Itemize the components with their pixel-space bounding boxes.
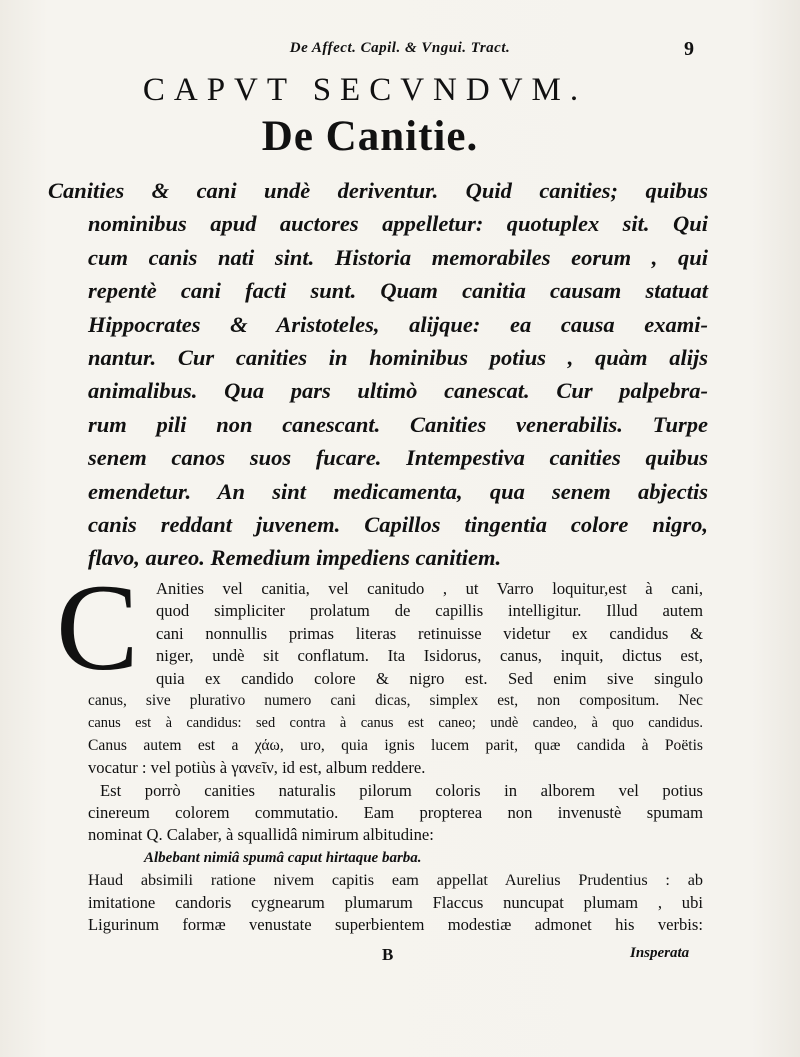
body-line: quia ex candido colore & nigro est. Sed enim sive singulo [156,668,703,688]
summary-line: Hippocrates & Aristoteles, alijque: ea causa exami- [88,311,708,337]
body-line: vocatur : vel potiùs à γανεῖν, id est, album reddere. [88,758,426,778]
catchword: Insperata [630,945,690,961]
summary-line: nantur. Cur canities in hominibus potius , quàm alijs [88,345,708,371]
summary-line: flavo, aureo. Remedium impediens canitiem. [88,545,502,571]
chapter-heading: CAPVT SECVNDVM. [142,72,588,108]
body-line: Anities vel canitia, vel canitudo , ut Varro loquitur,est à cani, [156,579,703,598]
chapter-title: De Canitie. [261,113,479,160]
body-line: cani nonnullis primas literas retinuisse videtur ex candidus & [156,623,703,643]
body-line: Ligurinum formæ venustate superbientem modestiæ admonet his verbis: [88,915,703,935]
body-text [88,578,703,937]
summary-line: nominibus apud auctores appelletur: quotuplex sit. Qui [88,211,708,237]
body-line: canus est à candidus: sed contra à canus est caneo; undè candeo, à quo candidus. [88,715,703,732]
summary-line: cum canis nati sint. Historia memorabiles eorum , qui [88,244,708,270]
body-line: cinereum colorem commutatio. Eam propterea non invenustè spumam [88,803,703,823]
paragraph-line: Est porrò canities naturalis pilorum coloris in alborem vel potius [100,780,703,800]
body-line: canus, sive plurativo numero cani dicas, simplex est, non compositum. Nec [88,692,703,710]
page-number: 9 [684,38,694,60]
signature-mark: B [382,945,394,964]
summary-line: senem canos suos fucare. Intempestiva canities quibus [88,445,708,471]
summary-line: emendetur. An sint medicamenta, qua senem abjectis [88,478,708,504]
body-line: nominat Q. Calaber, à squallidâ nimirum albitudine: [88,825,434,845]
body-line: imitatione candoris cygnearum plumarum Flaccus nuncupat plumam , ubi [88,892,703,912]
drop-cap: C [56,559,139,696]
page-footer [0,945,800,967]
body-line: niger, undè sit conflatum. Ita Isidorus, canus, inquit, dictus est, [156,646,703,666]
summary-line: Canities & cani undè deriventur. Quid canities; quibus [48,178,708,203]
running-head: De Affect. Capil. & Vngui. Tract. [289,40,511,56]
summary-line: canis reddant juvenem. Capillos tingentia colore nigro, [88,512,708,538]
summary-line: rum pili non canescant. Canities venerabilis. Turpe [88,411,708,437]
verse-quotation: Albebant nimiâ spumâ caput hirtaque barba. [144,849,422,866]
summary-line: animalibus. Qua pars ultimò canescat. Cur palpebra- [88,378,708,404]
paragraph-line: Haud absimili ratione nivem capitis eam appellat Aurelius Prudentius : ab [88,871,703,890]
summary-line: repentè cani facti sunt. Quam canitia causam statuat [88,278,708,304]
body-line: Canus autem est a χάω, uro, quia ignis lucem parit, quæ candida à Poëtis [88,736,703,754]
body-line: quod simpliciter prolatum de capillis intelligitur. Illud autem [156,601,703,621]
chapter-summary [48,174,708,575]
